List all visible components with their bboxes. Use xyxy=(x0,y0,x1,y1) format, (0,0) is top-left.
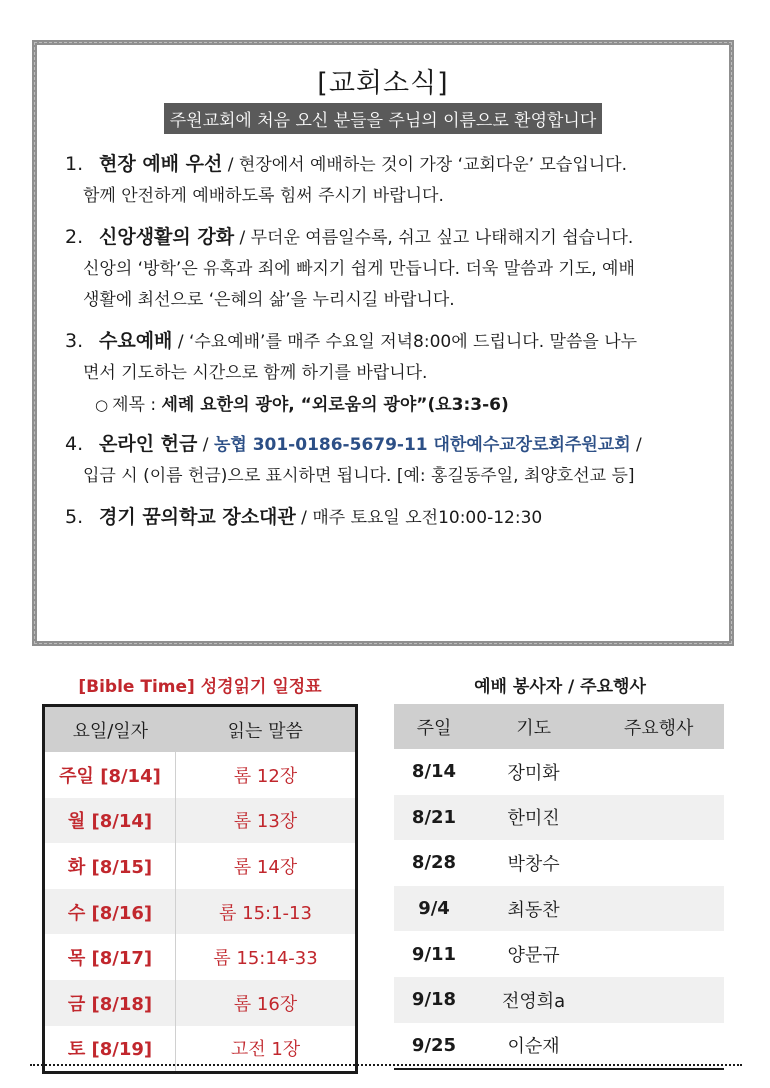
reading-cell: 롬 15:14-33 xyxy=(176,934,357,980)
prayer-cell: 장미화 xyxy=(474,749,593,795)
table-row xyxy=(394,749,724,795)
item-text: / 무더운 여름일수록, 쉬고 싶고 나태해지기 쉽습니다. xyxy=(234,228,634,248)
item-number: 3. xyxy=(65,330,84,352)
day-cell: 토 [8/19] xyxy=(44,1026,176,1073)
news-title: [교회소식] xyxy=(317,68,449,99)
prayer-cell: 전영희a xyxy=(474,977,593,1023)
item-continuation: 면서 기도하는 시간으로 함께 하기를 바랍니다. xyxy=(83,363,428,383)
prayer-cell: 최동찬 xyxy=(474,886,593,932)
event-cell xyxy=(593,749,724,795)
table-row xyxy=(44,980,357,1026)
date-cell: 8/28 xyxy=(394,840,474,886)
bank-account: 농협 301-0186-5679-11 대한예수교장로회주원교회 xyxy=(213,435,631,455)
date-cell: 9/18 xyxy=(394,977,474,1023)
table-row xyxy=(44,889,357,935)
reading-cell: 롬 12장 xyxy=(176,752,357,798)
sermon-prefix: 제목 : xyxy=(112,395,162,415)
item-text: / ‘수요예배’를 매주 수요일 저녁8:00에 드립니다. 말씀을 나누 xyxy=(172,332,638,352)
reading-cell: 롬 16장 xyxy=(176,980,357,1026)
event-cell xyxy=(593,977,724,1023)
news-items xyxy=(65,149,715,544)
event-cell xyxy=(593,1023,724,1070)
reading-cell: 롬 15:1-13 xyxy=(176,889,357,935)
news-item xyxy=(65,222,715,316)
day-cell: 목 [8/17] xyxy=(44,934,176,980)
reading-cell: 롬 13장 xyxy=(176,798,357,844)
day-cell: 월 [8/14] xyxy=(44,798,176,844)
event-cell xyxy=(593,931,724,977)
prayer-cell: 한미진 xyxy=(474,795,593,841)
prayer-cell: 양문규 xyxy=(474,931,593,977)
church-news-box xyxy=(32,40,734,646)
item-text: / 현장에서 예배하는 것이 가장 ‘교회다운’ 모습입니다. xyxy=(222,155,627,175)
date-cell: 8/14 xyxy=(394,749,474,795)
item-text-end: / xyxy=(630,435,642,455)
item-continuation: 함께 안전하게 예배하도록 힘써 주시기 바랍니다. xyxy=(83,186,444,206)
bottom-divider xyxy=(30,1064,742,1066)
table-row xyxy=(394,840,724,886)
day-cell: 금 [8/18] xyxy=(44,980,176,1026)
bible-schedule-table xyxy=(42,704,358,1074)
sermon-title: 세례 요한의 광야, “외로움의 광야”(요3:3-6) xyxy=(161,395,509,415)
table-row xyxy=(44,934,357,980)
day-cell: 수 [8/16] xyxy=(44,889,176,935)
column-header: 주일 xyxy=(394,704,474,749)
item-title: 수요예배 xyxy=(99,330,173,352)
date-cell: 8/21 xyxy=(394,795,474,841)
reading-cell: 고전 1장 xyxy=(176,1026,357,1073)
news-item xyxy=(65,429,715,492)
item-text: / 매주 토요일 오전10:00-12:30 xyxy=(295,508,543,528)
item-number: 1. xyxy=(65,153,84,175)
circle-bullet-icon: ○ xyxy=(95,396,109,414)
sermon-title-line xyxy=(65,391,715,419)
table-row xyxy=(44,752,357,798)
table-row xyxy=(394,886,724,932)
item-title: 현장 예배 우선 xyxy=(99,153,223,175)
table-row xyxy=(394,931,724,977)
date-cell: 9/11 xyxy=(394,931,474,977)
item-continuation: 생활에 최선으로 ‘은혜의 삶’을 누리시길 바랍니다. xyxy=(83,290,455,310)
bible-schedule-heading: [Bible Time] 성경읽기 일정표 xyxy=(78,677,322,697)
news-subtitle: 주원교회에 처음 오신 분들을 주님의 이름으로 환영합니다 xyxy=(164,103,603,134)
table-row xyxy=(44,843,357,889)
prayer-cell: 박창수 xyxy=(474,840,593,886)
item-continuation: 입금 시 (이름 헌금)으로 표시하면 됩니다. [예: 홍길동주일, 최양호선교 등] xyxy=(83,466,635,486)
item-title: 온라인 헌금 xyxy=(99,433,198,455)
date-cell: 9/25 xyxy=(394,1023,474,1070)
table-row xyxy=(394,795,724,841)
item-number: 2. xyxy=(65,226,84,248)
service-table xyxy=(394,704,724,1070)
table-row xyxy=(44,798,357,844)
service-heading: 예배 봉사자 / 주요행사 xyxy=(474,677,646,697)
item-continuation: 신앙의 ‘방학’은 유혹과 죄에 빠지기 쉽게 만듭니다. 더욱 말씀과 기도, 예배 xyxy=(83,259,635,279)
column-header: 주요행사 xyxy=(593,704,724,749)
column-header: 기도 xyxy=(474,704,593,749)
day-cell: 주일 [8/14] xyxy=(44,752,176,798)
item-number: 5. xyxy=(65,506,84,528)
item-title: 신앙생활의 강화 xyxy=(99,226,235,248)
event-cell xyxy=(593,886,724,932)
date-cell: 9/4 xyxy=(394,886,474,932)
event-cell xyxy=(593,840,724,886)
news-item xyxy=(65,502,715,534)
reading-cell: 롬 14장 xyxy=(176,843,357,889)
prayer-cell: 이순재 xyxy=(474,1023,593,1070)
news-item xyxy=(65,326,715,389)
column-header: 읽는 말씀 xyxy=(176,706,357,753)
table-row xyxy=(394,1023,724,1070)
table-row xyxy=(394,977,724,1023)
column-header: 요일/일자 xyxy=(44,706,176,753)
news-item xyxy=(65,149,715,212)
day-cell: 화 [8/15] xyxy=(44,843,176,889)
item-title: 경기 꿈의학교 장소대관 xyxy=(99,506,296,528)
event-cell xyxy=(593,795,724,841)
item-number: 4. xyxy=(65,433,84,455)
item-separator: / xyxy=(197,435,214,455)
